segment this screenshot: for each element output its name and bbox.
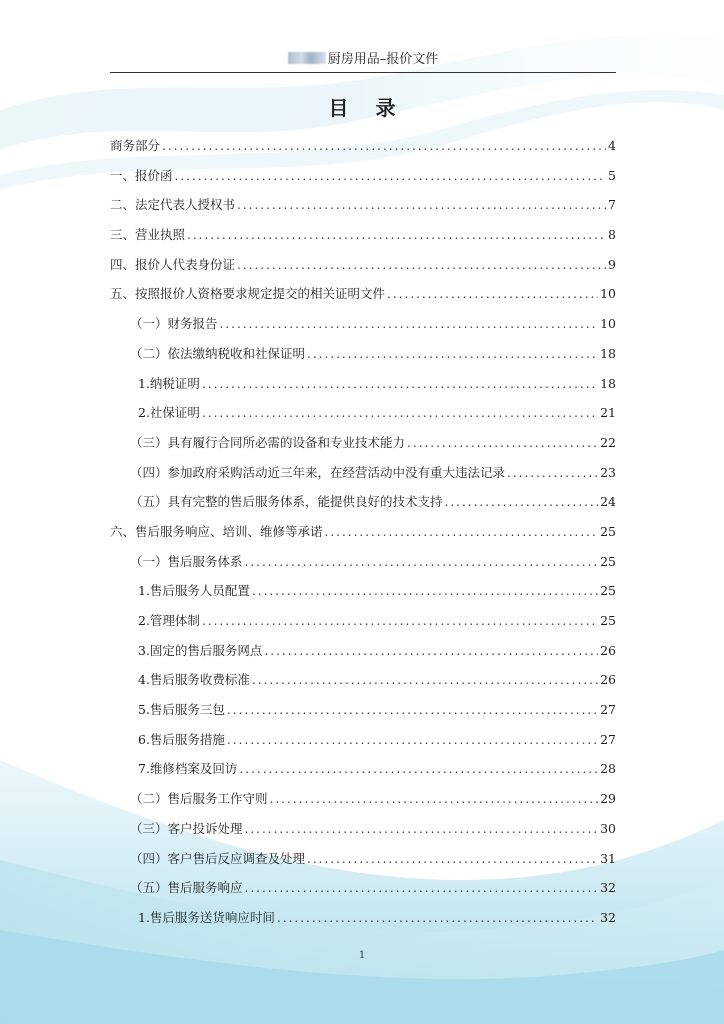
toc-entry-title: （五）具有完整的售后服务体系，能提供良好的技术支持 xyxy=(130,494,443,510)
toc-entry[interactable] xyxy=(110,517,616,547)
header-divider xyxy=(110,72,616,73)
toc-entry-page-number: 8 xyxy=(608,227,616,243)
toc-entry-page-number: 21 xyxy=(600,405,616,421)
toc-entry[interactable] xyxy=(110,814,616,844)
toc-entry-title: （三）客户投诉处理 xyxy=(130,820,243,836)
toc-entry[interactable] xyxy=(110,339,616,369)
toc-entry-page-number: 30 xyxy=(600,820,616,836)
toc-dot-leader xyxy=(270,785,599,815)
toc-entry-page-number: 4 xyxy=(608,138,616,153)
toc-entry[interactable] xyxy=(110,250,616,280)
toc-entry-title: 2.社保证明 xyxy=(138,405,200,421)
toc-dot-leader xyxy=(202,399,598,429)
page-header xyxy=(110,50,616,70)
toc-dot-leader xyxy=(307,340,598,370)
toc-entry-title: （五）售后服务响应 xyxy=(130,880,243,896)
toc-entry-title: （二）售后服务工作守则 xyxy=(130,791,268,807)
toc-entry-page-number: 25 xyxy=(600,583,616,599)
toc-entry-title: 五、按照报价人资格要求规定提交的相关证明文件 xyxy=(110,286,386,302)
toc-entry-title: （二）依法缴纳税收和社保证明 xyxy=(130,345,306,361)
toc-entry-title: 6.售后服务措施 xyxy=(138,731,225,747)
toc-entry-page-number: 32 xyxy=(600,880,616,896)
toc-entry-page-number: 25 xyxy=(600,553,616,569)
toc-dot-leader xyxy=(227,696,598,726)
toc-entry-page-number: 32 xyxy=(600,909,616,925)
toc-entry-title: 一、报价函 xyxy=(110,167,173,183)
toc-entry[interactable] xyxy=(110,458,616,488)
toc-entry-page-number: 23 xyxy=(600,464,616,480)
toc-entry[interactable] xyxy=(110,665,616,695)
toc-entry[interactable] xyxy=(110,636,616,666)
toc-entry[interactable] xyxy=(110,309,616,339)
toc-entry[interactable] xyxy=(110,903,616,933)
toc-dot-leader xyxy=(237,191,606,221)
toc-entry-title: （三）具有履行合同所必需的设备和专业技术能力 xyxy=(130,434,406,450)
toc-entry-page-number: 24 xyxy=(600,494,616,510)
toc-entry-title: 四、报价人代表身份证 xyxy=(110,256,236,272)
toc-dot-leader xyxy=(227,726,598,756)
toc-entry[interactable] xyxy=(110,487,616,517)
toc-entry-page-number: 9 xyxy=(608,256,616,272)
toc-entry-page-number: 31 xyxy=(600,850,616,866)
toc-entry-title: 商务部分 xyxy=(110,138,161,153)
toc-dot-leader xyxy=(252,666,598,696)
toc-entry-title: 3.固定的售后服务网点 xyxy=(138,642,263,658)
table-of-contents xyxy=(110,131,616,933)
toc-dot-leader xyxy=(277,904,598,934)
toc-dot-leader xyxy=(325,518,599,548)
toc-entry[interactable] xyxy=(110,606,616,636)
toc-entry-page-number: 7 xyxy=(608,197,616,213)
toc-entry[interactable] xyxy=(110,398,616,428)
toc-dot-leader xyxy=(387,280,598,310)
toc-dot-leader xyxy=(162,132,606,162)
toc-dot-leader xyxy=(202,607,598,637)
toc-entry-title: （四）参加政府采购活动近三年来，在经营活动中没有重大违法记录 xyxy=(130,464,506,480)
toc-entry-page-number: 27 xyxy=(600,731,616,747)
blurred-logo-icon xyxy=(288,52,326,64)
page-title: 目 录 xyxy=(328,96,406,120)
toc-entry-page-number: 18 xyxy=(600,345,616,361)
toc-entry[interactable] xyxy=(110,220,616,250)
toc-entry-page-number: 10 xyxy=(600,316,616,332)
toc-entry-title: （一）售后服务体系 xyxy=(130,553,243,569)
toc-entry[interactable] xyxy=(110,725,616,755)
toc-dot-leader xyxy=(175,162,607,192)
toc-entry-title: 二、法定代表人授权书 xyxy=(110,197,236,213)
toc-entry[interactable] xyxy=(110,161,616,191)
toc-entry-title: 1.纳税证明 xyxy=(138,375,200,391)
toc-entry[interactable] xyxy=(110,369,616,399)
toc-entry[interactable] xyxy=(110,190,616,220)
toc-entry[interactable] xyxy=(110,873,616,903)
toc-entry[interactable] xyxy=(110,279,616,309)
toc-entry-title: 4.售后服务收费标准 xyxy=(138,672,250,688)
toc-entry-page-number: 25 xyxy=(600,613,616,628)
toc-entry-title: 六、售后服务响应、培训、维修等承诺 xyxy=(110,523,323,539)
toc-entry-title: 2.管理体制 xyxy=(138,613,200,628)
toc-entry-page-number: 28 xyxy=(600,761,616,777)
toc-entry-title: （四）客户售后反应调查及处理 xyxy=(130,850,306,866)
toc-dot-leader xyxy=(202,370,598,400)
toc-dot-leader xyxy=(507,459,598,489)
toc-entry-page-number: 26 xyxy=(600,642,616,658)
toc-entry[interactable] xyxy=(110,131,616,161)
toc-entry[interactable] xyxy=(110,844,616,874)
toc-entry[interactable] xyxy=(110,428,616,458)
toc-entry-page-number: 5 xyxy=(608,167,616,183)
toc-entry[interactable] xyxy=(110,784,616,814)
toc-dot-leader xyxy=(237,251,606,281)
toc-dot-leader xyxy=(252,577,598,607)
toc-dot-leader xyxy=(264,637,598,667)
toc-entry[interactable] xyxy=(110,547,616,577)
toc-entry[interactable] xyxy=(110,754,616,784)
toc-entry-title: 5.售后服务三包 xyxy=(138,702,225,718)
toc-entry-page-number: 27 xyxy=(600,702,616,718)
toc-dot-leader xyxy=(245,874,599,904)
toc-entry-page-number: 29 xyxy=(600,791,616,807)
toc-dot-leader xyxy=(239,755,598,785)
toc-dot-leader xyxy=(220,310,599,340)
toc-entry[interactable] xyxy=(110,695,616,725)
toc-dot-leader xyxy=(245,815,599,845)
toc-entry-title: 1.售后服务人员配置 xyxy=(138,583,250,599)
toc-dot-leader xyxy=(187,221,606,251)
header-text: 厨房用品–报价文件 xyxy=(327,52,439,67)
page-number: 1 xyxy=(358,950,366,961)
toc-entry-page-number: 25 xyxy=(600,523,616,539)
toc-entry-title: 7.维修档案及回访 xyxy=(138,761,238,777)
toc-entry-page-number: 22 xyxy=(600,434,616,450)
toc-entry-page-number: 10 xyxy=(600,286,616,302)
toc-entry-page-number: 26 xyxy=(600,672,616,688)
toc-entry-title: （一）财务报告 xyxy=(130,316,218,332)
toc-entry-page-number: 18 xyxy=(600,375,616,391)
toc-dot-leader xyxy=(307,845,598,875)
toc-entry-title: 1.售后服务送货响应时间 xyxy=(138,909,275,925)
toc-dot-leader xyxy=(245,548,599,578)
toc-dot-leader xyxy=(445,488,599,518)
toc-dot-leader xyxy=(407,429,598,459)
toc-entry[interactable] xyxy=(110,576,616,606)
toc-entry-title: 三、营业执照 xyxy=(110,227,186,243)
